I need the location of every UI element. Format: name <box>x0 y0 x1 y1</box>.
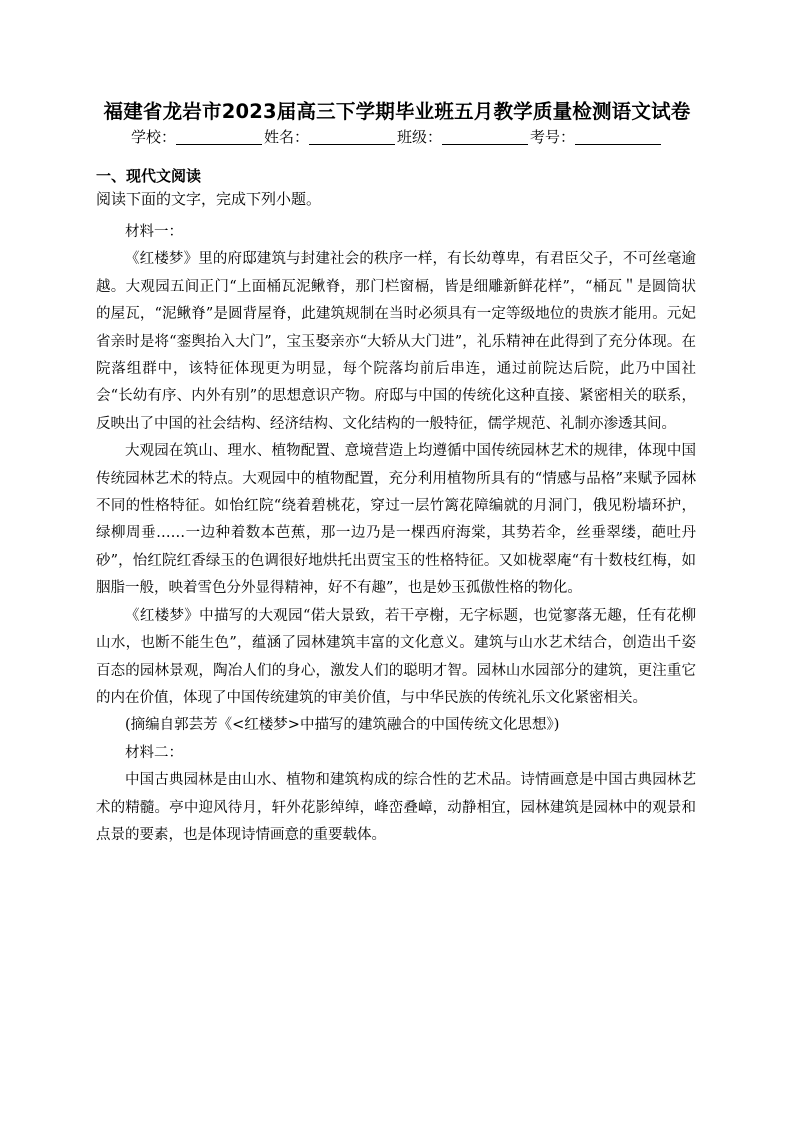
school-label: 学校： <box>130 128 176 146</box>
material-one-source: (摘编自郭芸芳《<红楼梦>中描写的建筑融合的中国传统文化思想》) <box>125 717 560 734</box>
school-blank <box>176 130 262 145</box>
material-one-label: 材料一： <box>125 224 183 240</box>
section-heading: 一、现代文阅读 <box>96 167 202 185</box>
material-one-paragraph-3: 《红楼梦》中描写的大观园“偌大景致，若干亭榭，无字标题，也觉寥落无趣，任有花柳山水，也断不能生色”，蕴涵了园林建筑丰富的文化意义。建筑与山水艺术结合，创造出千姿百态的园林景观，陶冶人们的身心，激发人们的聪明才智。园林山水园部分的建筑，更注重它的内在价值，体现了中国传统建筑的审美价值，与中华民族的传统礼乐文化紧密相关。 <box>96 607 696 706</box>
class-blank <box>442 130 528 145</box>
material-two-paragraph-1: 中国古典园林是由山水、植物和建筑构成的综合性的艺术品。诗情画意是中国古典园林艺术的精髓。亭中迎风待月，轩外花影绰绰，峰峦叠嶂，动静相宜，园林建筑是园林中的观景和点景的要素，也是体现诗情画意的重要载体。 <box>96 772 696 843</box>
student-info-line <box>0 126 794 147</box>
exam-number-blank <box>575 130 661 145</box>
material-one-paragraph-1: 《红楼梦》里的府邸建筑与封建社会的秩序一样，有长幼尊卑，有君臣父子，不可丝毫逾越。大观园五间正门“上面桶瓦泥鳅脊，那门栏窗槅，皆是细雕新鲜花样”，“桶瓦＂是圆筒状的屋瓦，“泥鳅脊”是圆背屋脊，此建筑规制在当时必须具有一定等级地位的贵族才能用。元妃省亲时是将“銮舆抬入大门”，宝玉娶亲亦“大轿从大门进”，礼乐精神在此得到了充分体现。在院落组群中，该特征体现更为明显，每个院落均前后串连，通过前院达后院，此乃中国社会“长幼有序、内外有别”的思想意识产物。府邸与中国的传统化这种直接、紧密相关的联系，反映出了中国的社会结构、经济结构、文化结构的一般特征，儒学规范、礼制亦渗透其间。 <box>96 251 696 432</box>
name-blank <box>309 130 395 145</box>
name-label: 姓名： <box>263 128 309 146</box>
reading-passage <box>96 219 696 849</box>
exam-title: 福建省龙岩市2023届高三下学期毕业班五月教学质量检测语文试卷 <box>103 100 691 123</box>
material-two-label: 材料二： <box>125 744 183 761</box>
exam-number-label: 考号： <box>530 128 576 146</box>
material-one-paragraph-2: 大观园在筑山、理水、植物配置、意境营造上均遵循中国传统园林艺术的规律，体现中国传统园林艺术的特点。大观园中的植物配置，充分利用植物所具有的“情感与品格”来赋予园林不同的性格特征。如怡红院“绕着碧桃花，穿过一层竹篱花障编就的月洞门，俄见粉墙环护，绿柳周垂……一边种着数本芭蕉，那一边乃是一棵西府海棠，其势若伞，丝垂翠缕，葩吐丹砂”，怡红院红香绿玉的色调很好地烘托出贾宝玉的性格特征。又如栊翠庵“有十数枝红梅，如胭脂一般，映着雪色分外显得精神，好不有趣”，也是妙玉孤傲性格的物化。 <box>96 443 696 597</box>
class-label: 班级： <box>397 128 443 146</box>
section-instruction: 阅读下面的文字，完成下列小题。 <box>96 190 322 208</box>
